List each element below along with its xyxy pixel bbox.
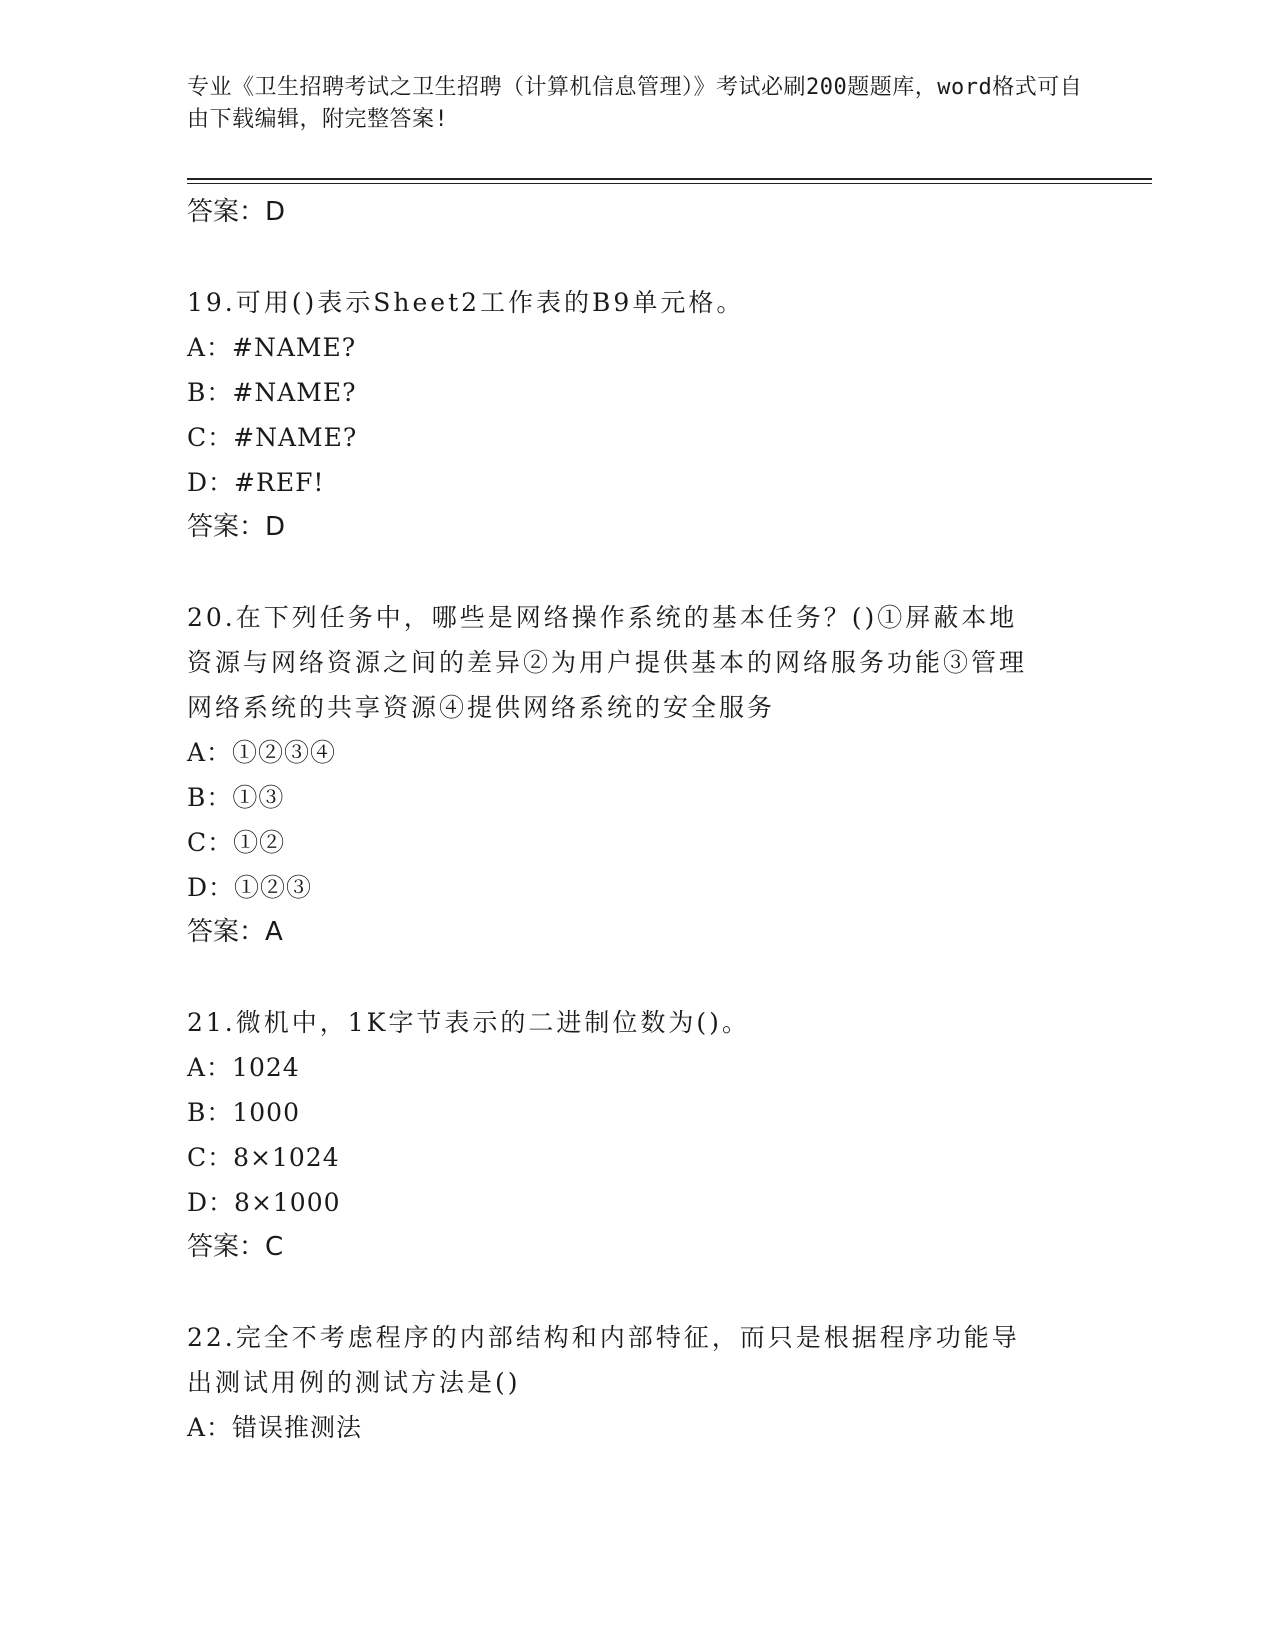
question-list <box>187 190 1087 1450</box>
answer-line: 答案：D <box>187 197 286 227</box>
option-a: A：#NAME? <box>187 333 357 362</box>
answer-line: 答案：A <box>187 917 283 947</box>
option-a: A：①②③④ <box>187 738 337 767</box>
option-c: C：#NAME? <box>187 423 358 452</box>
option-d: D：①②③ <box>187 873 313 902</box>
question-21 <box>187 1000 1087 1269</box>
option-a: A：1024 <box>187 1053 300 1082</box>
question-20 <box>187 595 1087 954</box>
option-c: C：①② <box>187 828 286 857</box>
question-22 <box>187 1315 1087 1450</box>
question-text: 22.完全不考虑程序的内部结构和内部特征，而只是根据程序功能导出测试用例的测试方法是() <box>187 1323 1020 1397</box>
answer-line: 答案：C <box>187 1232 284 1262</box>
header-rule-thin <box>187 183 1152 184</box>
option-b: B：#NAME? <box>187 378 357 407</box>
header-rule <box>187 178 1152 180</box>
option-a: A：错误推测法 <box>187 1413 363 1442</box>
question-text: 20.在下列任务中，哪些是网络操作系统的基本任务？()①屏蔽本地资源与网络资源之间的差异②为用户提供基本的网络服务功能③管理网络系统的共享资源④提供网络系统的安全服务 <box>187 603 1028 722</box>
option-d: D：#REF! <box>187 468 325 497</box>
question-19 <box>187 280 1087 549</box>
question-text: 21.微机中，1K字节表示的二进制位数为()。 <box>187 1008 750 1037</box>
answer-line: 答案：D <box>187 512 286 542</box>
option-b: B：①③ <box>187 783 285 812</box>
option-c: C：8×1024 <box>187 1143 340 1172</box>
option-b: B：1000 <box>187 1098 300 1127</box>
option-d: D：8×1000 <box>187 1188 341 1217</box>
document-header: 专业《卫生招聘考试之卫生招聘（计算机信息管理）》考试必刷200题题库，word格式可自由下载编辑，附完整答案! <box>187 75 1083 132</box>
question-text: 19.可用()表示Sheet2工作表的B9单元格。 <box>187 288 745 317</box>
